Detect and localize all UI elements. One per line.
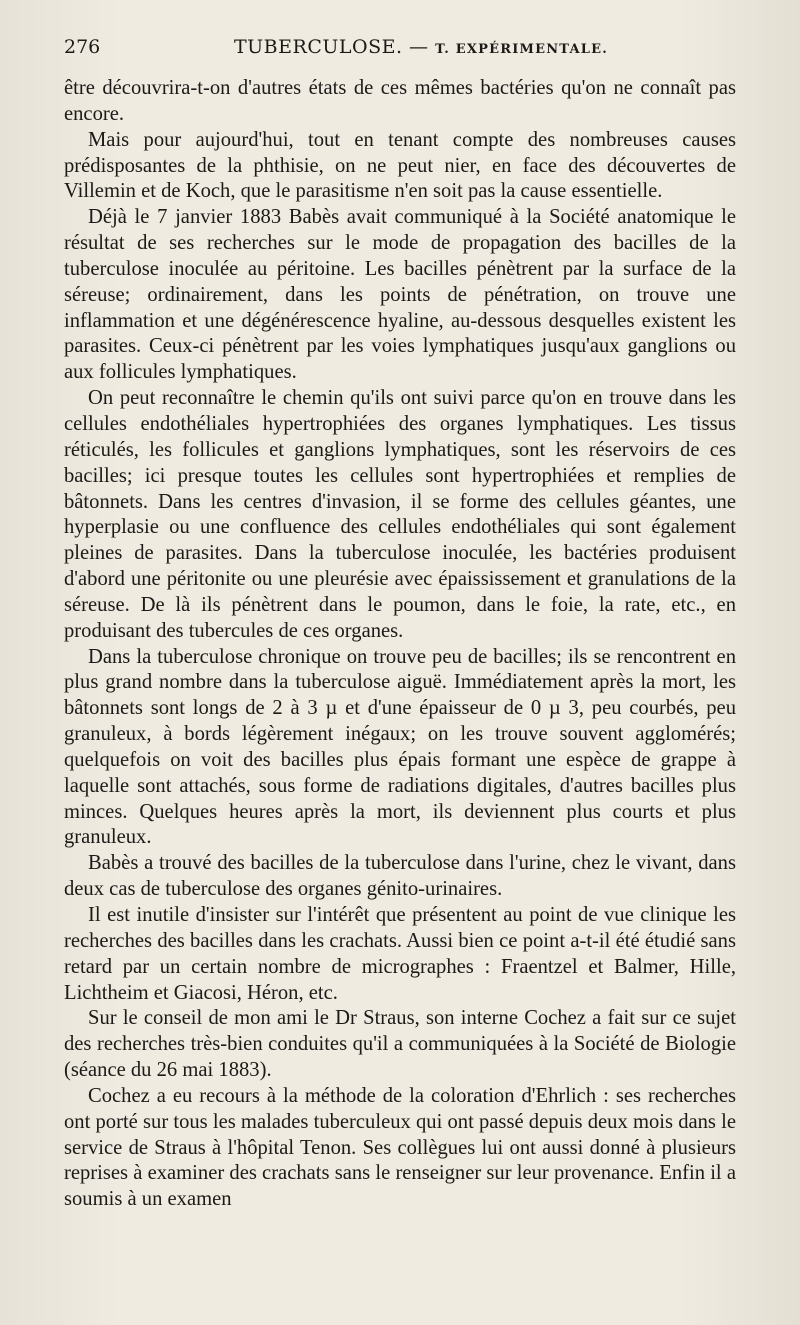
paragraph: Dans la tuberculose chronique on trouve peu de bacilles; ils se rencontrent en plus grand nombre dans la tuberculose aiguë. Immédiatement après la mort, les bâtonnets sont longs de 2 à 3 µ et d'une épaisseur de 0 µ 3, peu courbés, peu granuleux, à bords légèrement inégaux; on les trouve souvent agglomérés; quelquefois on voit des bacilles plus épais formant une espèce de grappe à laquelle sont attachés, sous forme de radiations digitales, d'autres bacilles plus minces. Quelques heures après la mort, ils deviennent plus courts et plus granuleux. [64, 645, 736, 849]
paragraph: On peut reconnaître le chemin qu'ils ont suivi parce qu'on en trouve dans les cellules endothéliales hypertrophiées des organes lymphatiques. Les tissus réticulés, les follicules et ganglions lymphatiques, sont les réservoirs de ces bacilles; ici presque toutes les cellules sont hypertrophiées et remplies de bâtonnets. Dans les centres d'invasion, il se forme des cellules géantes, une hyperplasie ou une confluence des cellules endothéliales qui sont également pleines de parasites. Dans la tuberculose inoculée, les bactéries produisent d'abord une péritonite ou une pleurésie avec épaississement et granulations de la séreuse. De là ils pénètrent dans le poumon, dans le foie, la rate, etc., en produisant des tubercules de ces organes. [64, 387, 736, 642]
body-text [64, 76, 736, 1213]
running-title-main: TUBERCULOSE. — [234, 36, 429, 58]
paragraph: être découvrira-t-on d'autres états de ces mêmes bactéries qu'on ne connaît pas encore. [64, 77, 736, 125]
running-head [64, 36, 736, 64]
paragraph: Il est inutile d'insister sur l'intérêt que présentent au point de vue clinique les recherches des bacilles dans les crachats. Aussi bien ce point a-t-il été étudié sans retard par un certain nombre de micrographes : Fraentzel et Balmer, Hille, Lichtheim et Giacosi, Héron, etc. [64, 904, 736, 1004]
paragraph: Mais pour aujourd'hui, tout en tenant compte des nombreuses causes prédisposantes de la phthisie, on ne peut nier, en face des découvertes de Villemin et de Koch, que le parasitisme n'en soit pas la cause essentielle. [64, 128, 736, 203]
paragraph: Déjà le 7 janvier 1883 Babès avait communiqué à la Société anatomique le résultat de ses recherches sur le mode de propagation des bacilles de la tuberculose inoculée au péritoine. Les bacilles pénètrent par la surface de la séreuse; ordinairement, dans les points de pénétration, on trouve une inflammation et une dégénérescence hyaline, au-dessous desquelles existent les parasites. Ceux-ci pénètrent par les voies lymphatiques jusqu'aux ganglions ou aux follicules lymphatiques. [64, 206, 736, 384]
paragraph: Sur le conseil de mon ami le Dr Straus, son interne Cochez a fait sur ce sujet des recherches très-bien conduites qu'il a communiquées à la Société de Biologie (séance du 26 mai 1883). [64, 1007, 736, 1082]
page-number: 276 [64, 36, 101, 58]
paragraph: Babès a trouvé des bacilles de la tuberculose dans l'urine, chez le vivant, dans deux cas de tuberculose des organes génito-urinaires. [64, 852, 736, 901]
paragraph: Cochez a eu recours à la méthode de la coloration d'Ehrlich : ses recherches ont porté sur tous les malades tuberculeux qui ont passé depuis deux mois dans le service de Straus à l'hôpital Tenon. Ses collègues lui ont aussi donné à plusieurs reprises à examiner des crachats sans le renseigner sur leur provenance. Enfin il a soumis à un examen [64, 1084, 736, 1211]
running-title-sub: T. EXPÉRIMENTALE. [435, 42, 608, 57]
running-title [234, 36, 608, 58]
